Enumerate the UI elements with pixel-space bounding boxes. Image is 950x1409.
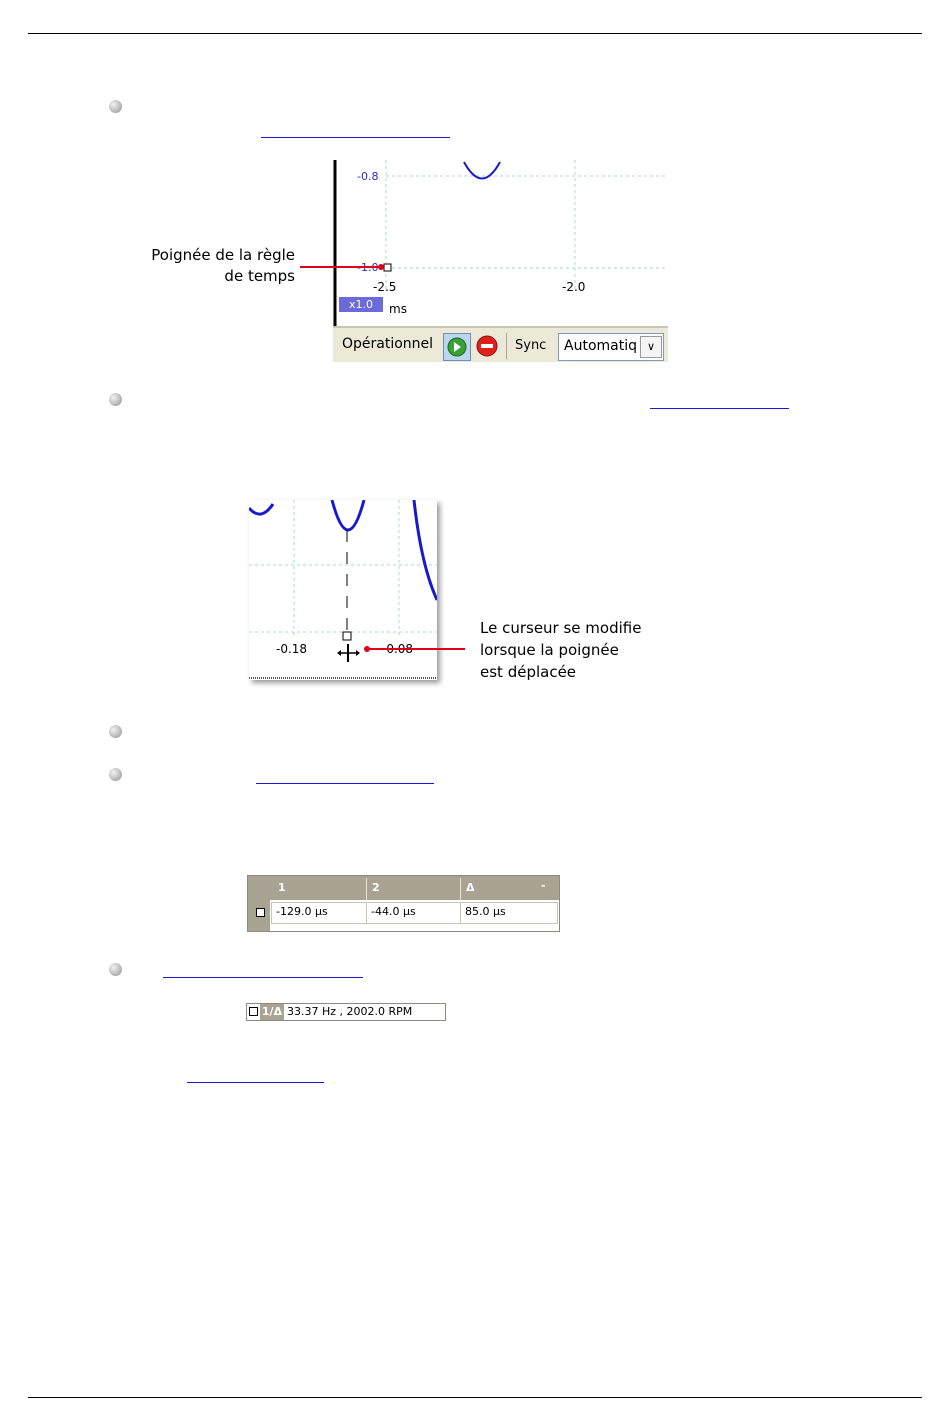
bullet-icon bbox=[109, 725, 122, 738]
x-tick-label: -0.18 bbox=[276, 642, 308, 656]
link-underline[interactable] bbox=[163, 977, 363, 978]
callout-pointer bbox=[300, 262, 390, 272]
x-tick-label: -0.08 bbox=[382, 642, 414, 656]
frequency-tag: 1/Δ bbox=[261, 1005, 283, 1018]
readout-checkbox[interactable] bbox=[249, 1007, 258, 1016]
trigger-mode-value: Automatiq bbox=[564, 338, 637, 354]
link-underline[interactable] bbox=[256, 783, 434, 784]
mode-label: Opérationnel bbox=[342, 336, 434, 352]
bullet-icon bbox=[109, 100, 122, 113]
column-header: 2 bbox=[372, 881, 380, 894]
ruler-handle[interactable] bbox=[343, 632, 351, 640]
ruler-delta-value: 85.0 µs bbox=[465, 905, 506, 918]
bullet-icon bbox=[109, 768, 122, 781]
ruler-handle-callout bbox=[100, 245, 295, 287]
table-header bbox=[248, 876, 559, 900]
ruler-legend-table bbox=[247, 875, 560, 932]
run-icon bbox=[444, 334, 470, 360]
column-divider bbox=[460, 878, 461, 900]
link-underline[interactable] bbox=[187, 1082, 324, 1083]
scope-view-figure bbox=[333, 160, 668, 362]
frequency-value: 33.37 Hz , 2002.0 RPM bbox=[287, 1005, 413, 1018]
stop-button[interactable] bbox=[474, 333, 500, 359]
bullet-icon bbox=[109, 963, 122, 976]
sync-label: Sync bbox=[515, 338, 547, 353]
zoom-badge[interactable]: x1.0 bbox=[339, 297, 383, 312]
toolbar-separator bbox=[506, 333, 507, 359]
trigger-mode-select[interactable] bbox=[558, 333, 664, 361]
callout-pointer bbox=[362, 644, 472, 654]
run-button[interactable] bbox=[443, 333, 471, 361]
signal-trace bbox=[332, 500, 364, 530]
ruler-2-value: -44.0 µs bbox=[371, 905, 416, 918]
callout-line-3: est déplacée bbox=[480, 663, 577, 681]
x-tick-label: -2.5 bbox=[373, 280, 397, 294]
link-underline[interactable] bbox=[261, 137, 450, 138]
callout-line-2: de temps bbox=[224, 267, 295, 285]
stop-icon bbox=[474, 333, 500, 359]
callout-line-1: Le curseur se modifie bbox=[480, 619, 642, 637]
link-underline[interactable] bbox=[650, 408, 789, 409]
callout-line-2: lorsque la poignée bbox=[480, 641, 619, 659]
column-divider bbox=[366, 878, 367, 900]
bullet-icon bbox=[109, 393, 122, 406]
column-header: 1 bbox=[278, 881, 286, 894]
ruler-checkbox[interactable] bbox=[256, 908, 265, 917]
x-tick-label: -2.0 bbox=[562, 280, 586, 294]
scope-plot bbox=[333, 160, 668, 326]
y-tick-label: -0.8 bbox=[357, 170, 379, 183]
column-header: Δ bbox=[466, 881, 475, 894]
callout-line-1: Poignée de la règle bbox=[151, 246, 295, 264]
time-unit-label: ms bbox=[389, 302, 407, 316]
y-tick-label: -1.0 bbox=[357, 261, 379, 274]
header-rule bbox=[28, 33, 922, 34]
move-cursor-icon bbox=[337, 644, 360, 662]
cursor-change-callout bbox=[480, 617, 710, 683]
ruler-1-value: -129.0 µs bbox=[276, 905, 328, 918]
frequency-readout bbox=[246, 1003, 446, 1021]
chevron-down-icon[interactable]: ∨ bbox=[640, 336, 662, 358]
minimize-icon[interactable]: - bbox=[541, 879, 546, 892]
capture-toolbar bbox=[333, 326, 668, 362]
footer-rule bbox=[28, 1397, 922, 1398]
